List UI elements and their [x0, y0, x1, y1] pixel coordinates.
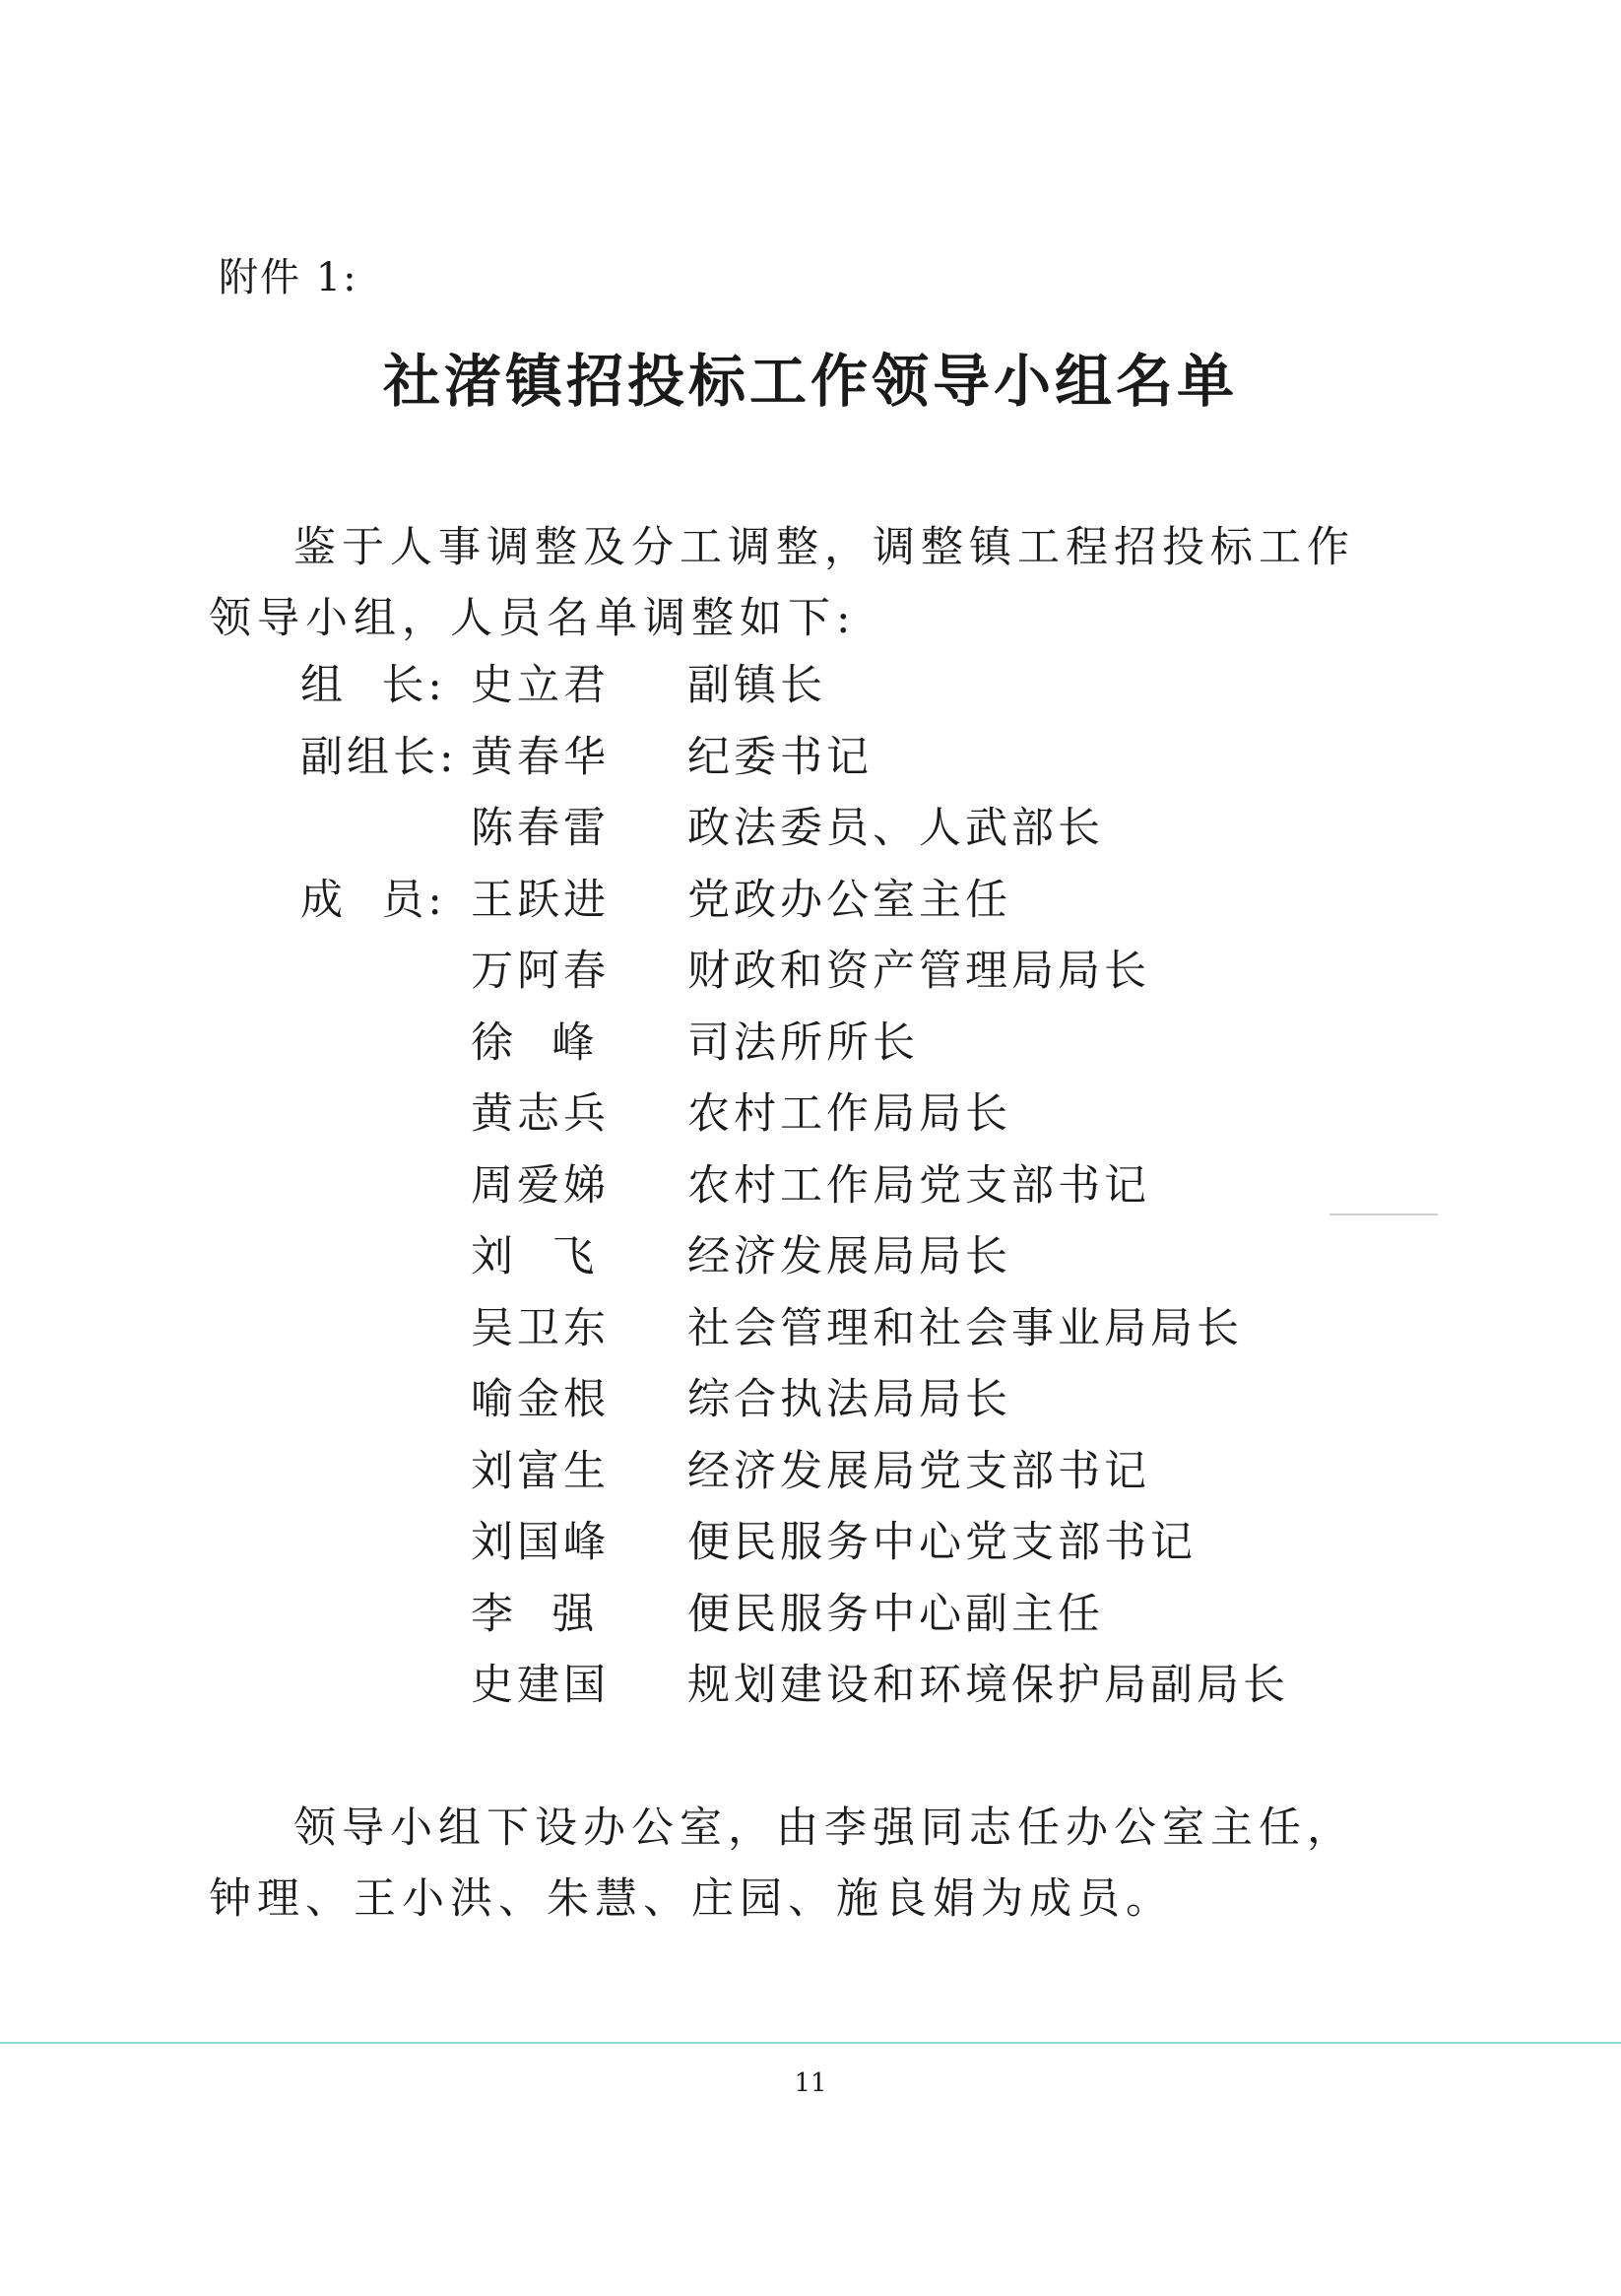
page-number: 11: [794, 2068, 827, 2098]
roster-row: [0, 1579, 1621, 1651]
roster-position: 经济发展局党支部书记: [687, 1446, 1150, 1496]
roster-name: 陈春雷: [471, 804, 610, 853]
office-note-paragraph: 领导小组下设办公室，由李强同志任办公室主任，钟理、王小洪、朱慧、庄园、施良娟为成员。: [209, 1804, 1355, 1924]
roster-row: [0, 1008, 1621, 1080]
roster-row: [0, 865, 1621, 937]
roster-row: [0, 1507, 1621, 1579]
roster-name: 王跃进: [471, 875, 610, 925]
roster-name: 黄志兵: [471, 1089, 610, 1139]
roster-list: [0, 650, 1621, 1722]
roster-row: [0, 1650, 1621, 1722]
roster-name: 史立君: [471, 661, 610, 710]
roster-name: 刘 飞: [471, 1232, 599, 1281]
roster-name: 喻金根: [471, 1375, 610, 1424]
roster-position: 便民服务中心党支部书记: [687, 1518, 1197, 1567]
roster-row: [0, 1150, 1621, 1222]
roster-position: 综合执法局局长: [687, 1375, 1011, 1424]
roster-name: 周爱娣: [471, 1160, 610, 1211]
roster-position: 社会管理和社会事业局局长: [687, 1303, 1243, 1353]
roster-row: [0, 1079, 1621, 1150]
document-title: 社渚镇招投标工作领导小组名单: [382, 348, 1238, 415]
roster-position: 副镇长: [687, 661, 826, 710]
page-divider: [0, 2042, 1621, 2044]
roster-name: 吴卫东: [471, 1303, 610, 1353]
roster-row: [0, 722, 1621, 794]
roster-name: 万阿春: [471, 947, 610, 996]
roster-row: [0, 1436, 1621, 1508]
roster-name: 黄春华: [471, 732, 610, 782]
roster-row: [0, 1364, 1621, 1436]
roster-position: 党政办公室主任: [687, 875, 1011, 925]
roster-position: 政法委员、人武部长: [687, 804, 1104, 853]
roster-name: 刘国峰: [471, 1518, 610, 1567]
roster-row: [0, 793, 1621, 865]
roster-row: [0, 936, 1621, 1008]
roster-position: 纪委书记: [687, 732, 873, 782]
roster-position: 经济发展局局长: [687, 1232, 1011, 1281]
roster-row: [0, 650, 1621, 722]
roster-row: [0, 1293, 1621, 1365]
roster-row: [0, 1221, 1621, 1293]
roster-position: 司法所所长: [687, 1017, 919, 1068]
attachment-label: 附件 1:: [219, 255, 358, 300]
roster-position: 便民服务中心副主任: [687, 1589, 1104, 1639]
roster-position: 农村工作局党支部书记: [687, 1160, 1150, 1211]
roster-position: 财政和资产管理局局长: [687, 947, 1150, 996]
roster-name: 刘富生: [471, 1446, 610, 1496]
roster-name: 史建国: [471, 1661, 610, 1710]
roster-role: 副组长:: [300, 732, 458, 782]
roster-position: 农村工作局局长: [687, 1089, 1011, 1139]
roster-name: 徐 峰: [471, 1017, 599, 1068]
scan-mark: [1329, 1214, 1438, 1215]
roster-name: 李 强: [471, 1589, 599, 1639]
roster-position: 规划建设和环境保护局副局长: [687, 1661, 1289, 1710]
roster-role: 成 员:: [300, 875, 446, 925]
intro-paragraph: 鉴于人事调整及分工调整，调整镇工程招投标工作领导小组，人员名单调整如下:: [209, 523, 1355, 643]
roster-role: 组 长:: [300, 661, 446, 710]
